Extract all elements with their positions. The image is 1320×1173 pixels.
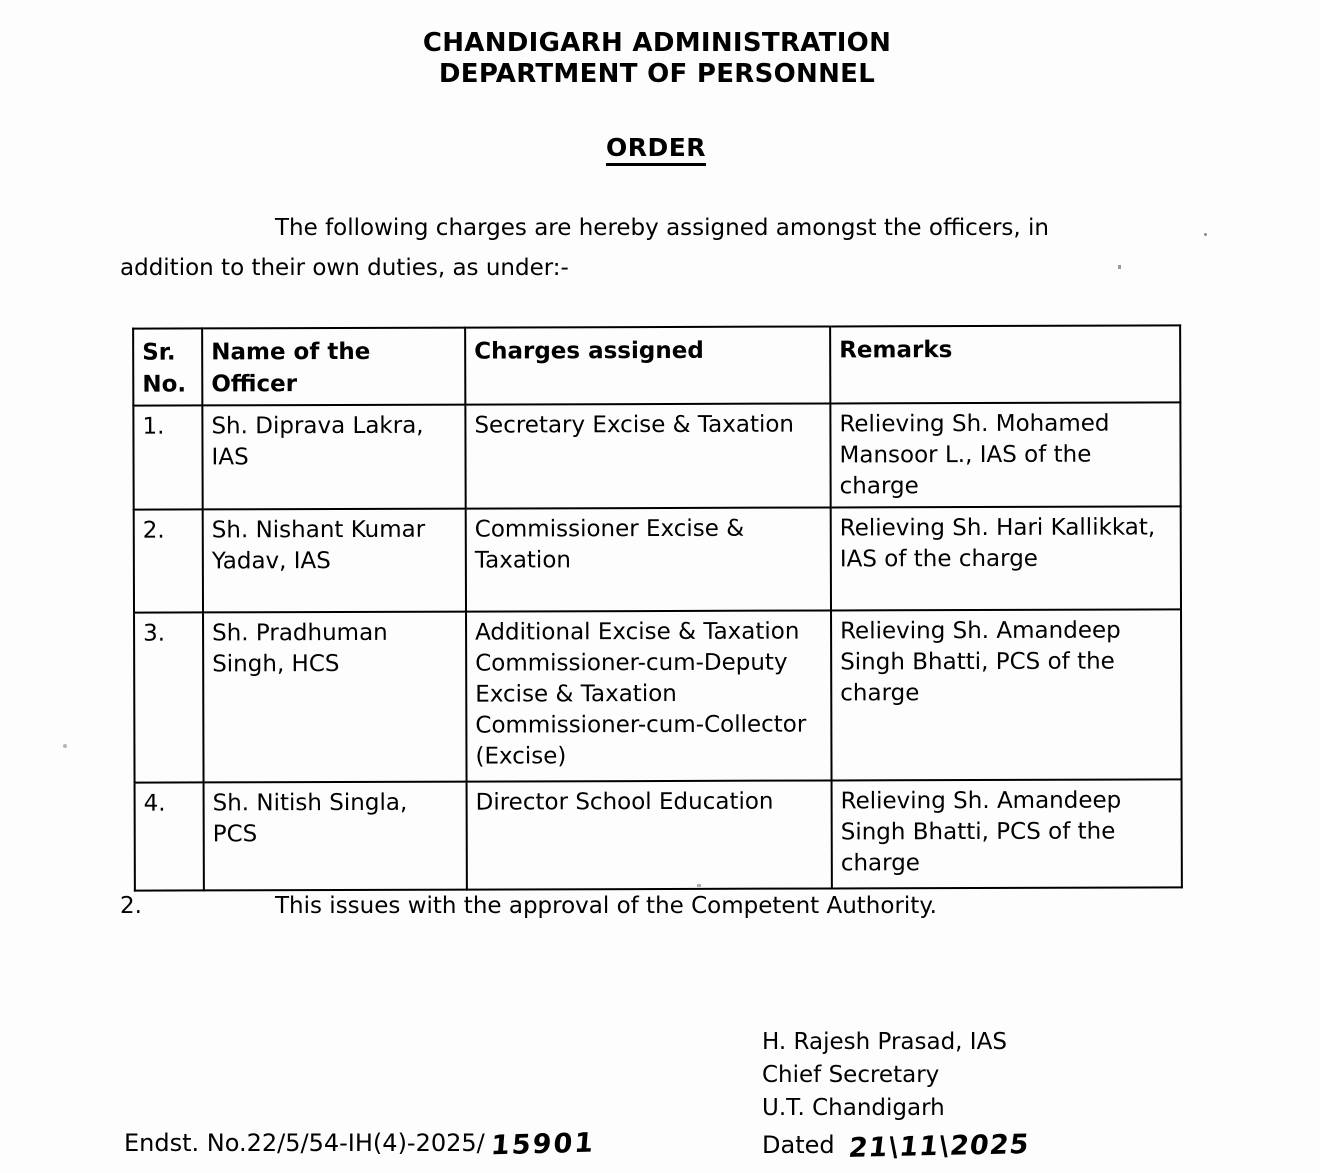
cell-charge-assigned: Director School Education	[467, 780, 832, 889]
dated-line	[762, 1130, 1029, 1162]
cell-remarks: Relieving Sh. Hari Kallikkat, IAS of the charge	[831, 506, 1181, 610]
cell-charge-assigned: Commissioner Excise & Taxation	[466, 507, 831, 611]
table-header-row	[133, 325, 1180, 405]
cell-officer-name: Sh. Nishant Kumar Yadav, IAS	[203, 509, 466, 613]
scan-artifact-dot	[63, 744, 67, 748]
intro-line-1: The following charges are hereby assigned amongst the officers, in	[275, 215, 1050, 241]
signature-block	[762, 1026, 1007, 1125]
clause-2	[120, 890, 1120, 922]
column-header-name-line1: Name of the	[211, 338, 371, 366]
column-header-sr-line1: Sr.	[142, 339, 176, 366]
scan-artifact-dot	[1118, 265, 1121, 269]
endorsement-label: Endst. No.22/5/54-IH(4)-2025/	[124, 1129, 485, 1157]
cell-remarks: Relieving Sh. Mohamed Mansoor L., IAS of the charge	[830, 402, 1180, 507]
scan-artifact-dot	[1204, 233, 1207, 236]
cell-sr-no: 3.	[134, 612, 204, 782]
department-name: DEPARTMENT OF PERSONNEL	[438, 59, 876, 89]
signatory-designation: Chief Secretary	[762, 1062, 940, 1088]
signatory-name: H. Rajesh Prasad, IAS	[762, 1029, 1007, 1055]
cell-officer-name: Sh. Diprava Lakra, IAS	[202, 405, 465, 510]
column-header-charges-assigned: Charges assigned	[465, 326, 830, 404]
endorsement-number-handwritten: 15901	[489, 1127, 597, 1162]
column-header-remarks: Remarks	[830, 325, 1180, 403]
organization-name: CHANDIGARH ADMINISTRATION	[422, 28, 892, 58]
signatory-office: U.T. Chandigarh	[762, 1095, 945, 1121]
cell-charge-assigned: Secretary Excise & Taxation	[465, 403, 830, 508]
charges-table	[132, 324, 1183, 891]
intro-line-2: addition to their own duties, as under:-	[120, 255, 569, 281]
intro-paragraph	[120, 208, 1210, 288]
order-heading-text: ORDER	[606, 133, 706, 166]
cell-sr-no: 2.	[134, 509, 203, 612]
cell-officer-name: Sh. Pradhuman Singh, HCS	[203, 612, 467, 783]
column-header-officer-name	[202, 328, 465, 406]
table-row	[134, 506, 1181, 612]
table-row	[133, 402, 1180, 509]
endorsement-line	[124, 1128, 595, 1160]
document-header	[0, 28, 1320, 90]
cell-remarks: Relieving Sh. Amandeep Singh Bhatti, PCS of the charge	[832, 779, 1182, 888]
cell-officer-name: Sh. Nitish Singla, PCS	[204, 782, 467, 891]
cell-charge-assigned: Additional Excise & Taxation Commissioner-cum-Deputy Excise & Taxation Commissioner-cum-Collector (Excise)	[466, 610, 832, 781]
table-row	[134, 609, 1182, 782]
clause-2-text: This issues with the approval of the Competent Authority.	[275, 893, 937, 919]
cell-sr-no: 4.	[135, 782, 204, 890]
clause-2-number: 2.	[120, 893, 142, 919]
column-header-name-line2: Officer	[211, 371, 298, 398]
cell-remarks: Relieving Sh. Amandeep Singh Bhatti, PCS of the charge	[831, 609, 1182, 780]
column-header-sr-no	[133, 328, 202, 405]
column-header-sr-line2: No.	[142, 371, 187, 398]
dated-value-handwritten: 21\11\2025	[846, 1129, 1031, 1164]
cell-sr-no: 1.	[133, 405, 202, 509]
table-row	[135, 779, 1182, 890]
order-heading	[0, 133, 1320, 162]
dated-label: Dated	[762, 1131, 835, 1159]
